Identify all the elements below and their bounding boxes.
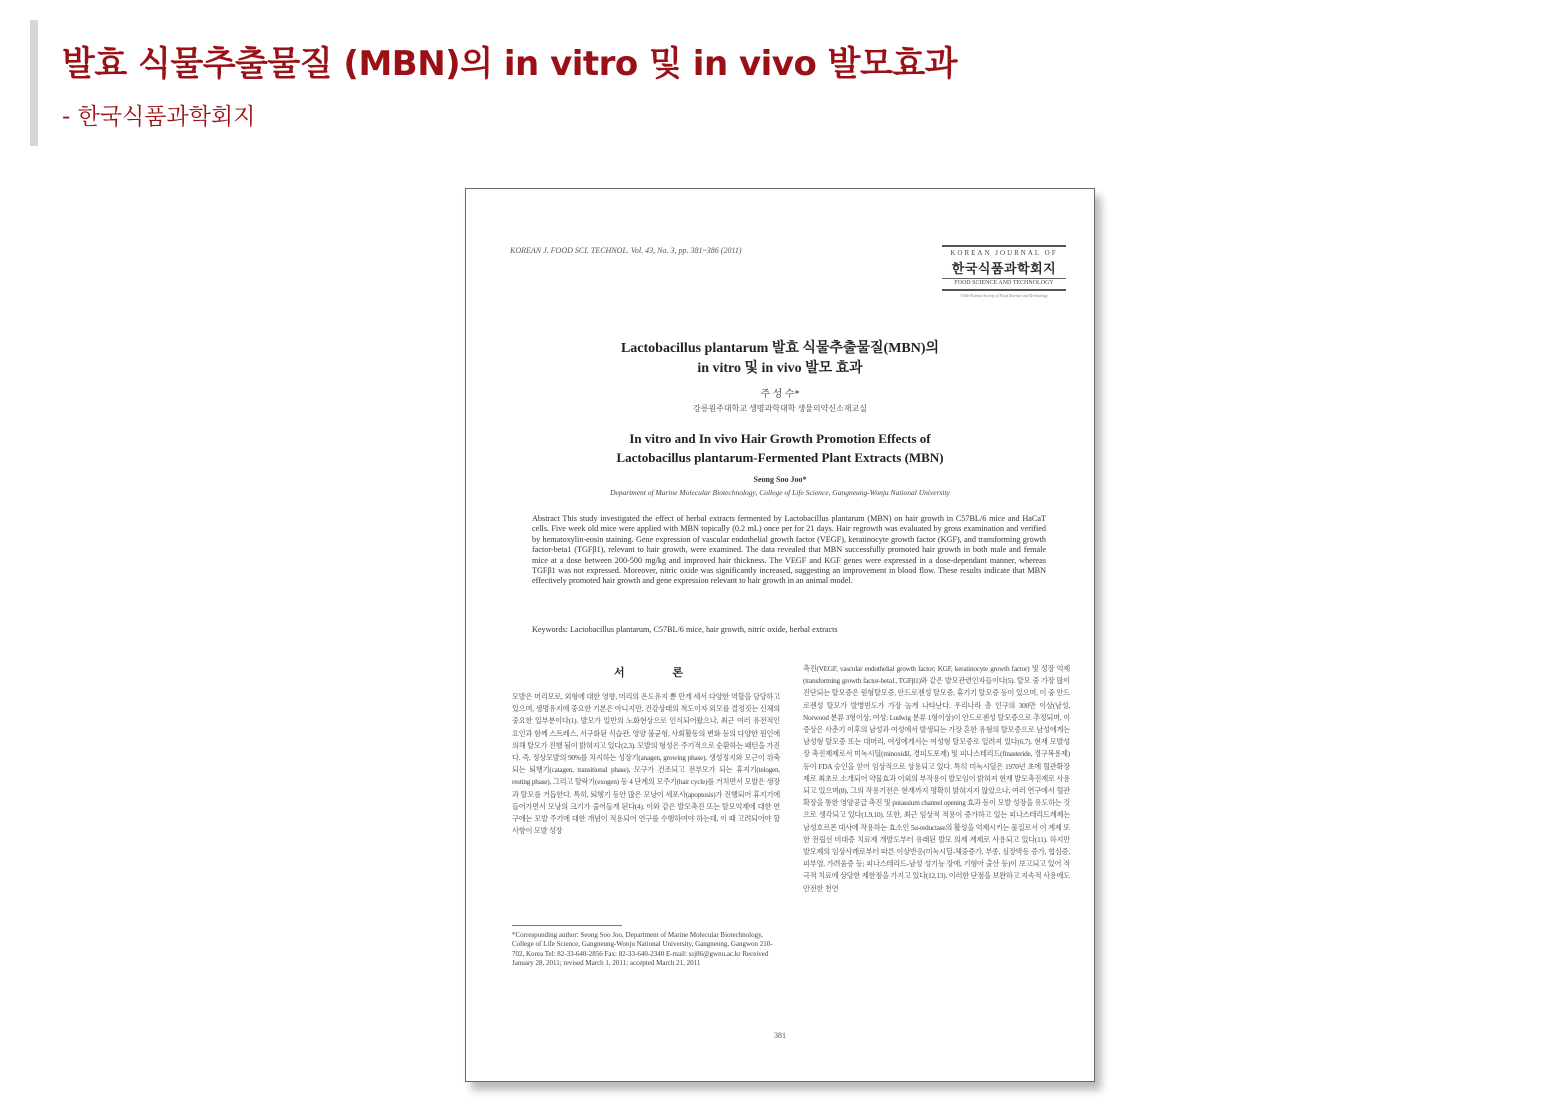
journal-logo-box [942,245,1066,298]
body-column-right: 촉진(VEGF, vascular endothelial growth factor; KGF, keratinocyte growth factor) 및 성장 억제(transforming growth factor-beta1, TGFβ1)와 같은 발모관련인자들이다(5). 탈모 중 가장 많이 진단되는 탈모증은 원형탈모증, 안드로젠성 탈모증, 휴기기 탈모증 등이 있으며, 이 중 안드로젠성 탈모가 발병빈도가 가장 높게 나타난다. 우리나라 총 인구의 300만 이상(남성, Norwood 분류 3형이상, 여성: Ludwig 분류 1형이상)이 안드로젠성 탈모증으로 추정되며, 이 증상은 사춘기 이후의 남성과 여성에서 발생되는 가장 흔한 유형의 탈모증으로 남성에게는 남성형 탈모증 또는 대머리, 여성에게서는 여성형 탈모증로 일려져 있다(6,7). 현재 모발성장 촉진제제로서 미녹시딜(minoxidil, 경피도포제) 및 피나스테리드(finasteride, 경구복용제) 등이 FDA 승인을 얻어 임상적으로 상용되고 있다. 특히 미녹시딜은 1970년 초에 혈관확장제로 최초로 소개되어 약물효과 이외의 부작용이 발모임이 밝혀져 현재 발모촉진제로 사용되고 있으며(8), 그의 작용기전은 현재까지 명확히 밝혀지지 않았으나, 여러 연구에서 혈관확장을 통한 영양공급 촉진 및 potassium channel opening 효과 등이 모발 성장을 유도하는 것으로 생각되고 있다(1,9,10). 또한, 최근 임상적 적용이 증가하고 있는 피나스테리드계제는 남성호르몬 대사에 작용하는 효소인 5α-reductase의 활성을 억제시키는 물질로서 이 계제 또한 전립선 비대증 치료제 개발도부터 유래된 발모 의제 계제로 사용되고 있다(11). 하지만 발모제의 임상사례로부터 따른 이상반응(미녹시딜-체중증가, 부종, 심장박동 증가, 협심증, 피부염, 가려움증 등; 피나스테리드-남성 성기능 장애, 기형아 출산 등)이 보고되고 있어 적극적 치료에 상당한 제한점을 가지고 있다(12,13). 이러한 단점을 보완하고 지속적 사용에도 안전한 천연 [803,665,1070,893]
paper-running-header: KOREAN J. FOOD SCI. TECHNOL. Vol. 43, No. 3, pp. 381~386 (2011) [510,246,742,255]
keywords: Keywords: Lactobacillus plantarum, C57BL/6 mice, hair growth, nitric oxide, herbal extracts [532,625,838,634]
english-author: Seong Soo Joo* [753,475,807,484]
journal-box-line3: FOOD SCIENCE AND TECHNOLOGY [954,280,1054,286]
english-title-line1: In vitro and In vivo Hair Growth Promotion Effects of [629,431,931,446]
page-title: 발효 식물추출물질 (MBN)의 in vitro 및 in vivo 발모효과 [62,44,958,84]
section-heading: 서 론 [613,666,706,679]
english-affiliation: Department of Marine Molecular Biotechnology, College of Life Science, Gangneung-Wonju National University [610,488,950,497]
english-title [466,429,1094,467]
korean-title [466,339,1094,379]
korean-title-line2: in vitro 및 in vivo 발모 효과 [697,361,863,376]
abstract-text: Abstract This study investigated the effect of herbal extracts fermented by Lactobacillus plantarum (MBN) on hair growth in C57BL/6 mice and HaCaT cells. Five week old mice were applied with MBN topically (0.2 mL) once per for 21 days. Hair regrowth was evaluated by gross examination and verified by hematoxylin-eosin staining. Gene expression of vascular endothelial growth factor (VEGF), keratinocyte growth factor (KGF), and transforming growth factor-beta1 (TGFβ1), relevant to hair growth, were examined. The data revealed that MBN successfully promoted hair growth in both male and female mice at a dose between 200-500 mg/kg and improved hair thickness. The VEGF and KGF genes were expressed in a dose-dependant manner, whereas TGFβ1 was not expressed. Moreover, nitric oxide was significantly increased, suggesting an improvement in blood flow. These results indicate that MBN effectively promoted hair growth and gene expression relevant to hair growth in an animal model. [532,514,1046,586]
korean-affiliation: 강릉원주대학교 생명과학대학 생물의약신소재교실 [692,404,867,413]
footnote-divider [512,925,622,926]
journal-box-copyright: ©The Korean Society of Food Science and Technology [960,293,1048,298]
corresponding-author-footnote: *Corresponding author: Seong Soo Joo, Department of Marine Molecular Biotechnology, College of Life Science, Gangneung-Wonju National University, Gangneung, Gangwon 210-702, Korea Tel: 82-33-640-2856 Fax: 82-33-640-2340 E-mail: ssj86@gwnu.ac.kr Received January 28, 2011; revised March 1, 2011; accepted March 21, 2011 [512,931,773,967]
page-number: 381 [774,1031,786,1040]
journal-box-name: 한국식품과학회지 [951,262,1057,277]
body-column-left: 모발은 머리모로, 외형에 대한 영향, 머리의 온도유지 뿐 만게 세서 다양한 역할을 담당하고 있으며, 생명유지에 중요한 기본은 아니지만, 건강상태의 척도이자 외모를 결정짓는 신체의 중요한 일부분이다(1). 발모가 일반의 노화현상으로 인식되어왔으나, 최근 여러 유전적인 요인과 함께 스트레스, 서구화된 식습관, 영양 불균형, 사회활동의 변화 등의 다양한 원인에 의해 탈모가 진행 됨이 밝혀지고 있다(2,3). 모발의 형성은 주기적으로 순환하는 패턴을 가진다. 즉, 정상모발의 90%를 차지하는 성장기(anagen, growing phase), 생성정지와 모근이 위축되는 퇴행기(catagen, transitional phase), 모구가 건조되고 전부모가 되는 휴지기(telogen, resting phase), 그리고 탈락기(exogen) 등 4 단계의 모주기(hair cycle)를 거치면서 모발은 생장과 탈모를 거듭한다. 특히, 퇴행기 동안 많은 모낭이 세포사(apoptosis)가 진행되어 휴지기에 들어가면서 모낭의 크기가 줄어들게 된다(4). 이와 같은 발모촉진 또는 탈모억제에 대한 연구에는 모발 주기에 대한 개념이 적용되어 연구를 수행하여야 하는데, 이 때 고려되어야 할 사항이 모발 성장 [512,693,780,836]
paper-preview-image[interactable] [465,188,1095,1082]
page-subtitle: - 한국식품과학회지 [62,104,256,130]
english-title-line2: Lactobacillus plantarum-Fermented Plant Extracts (MBN) [616,450,944,465]
journal-box-line1: KOREAN JOURNAL OF [950,249,1058,257]
header-accent-bar [30,20,38,146]
korean-author: 주 성 수* [760,389,800,400]
korean-title-line1: Lactobacillus plantarum 발효 식물추출물질(MBN)의 [620,341,940,356]
